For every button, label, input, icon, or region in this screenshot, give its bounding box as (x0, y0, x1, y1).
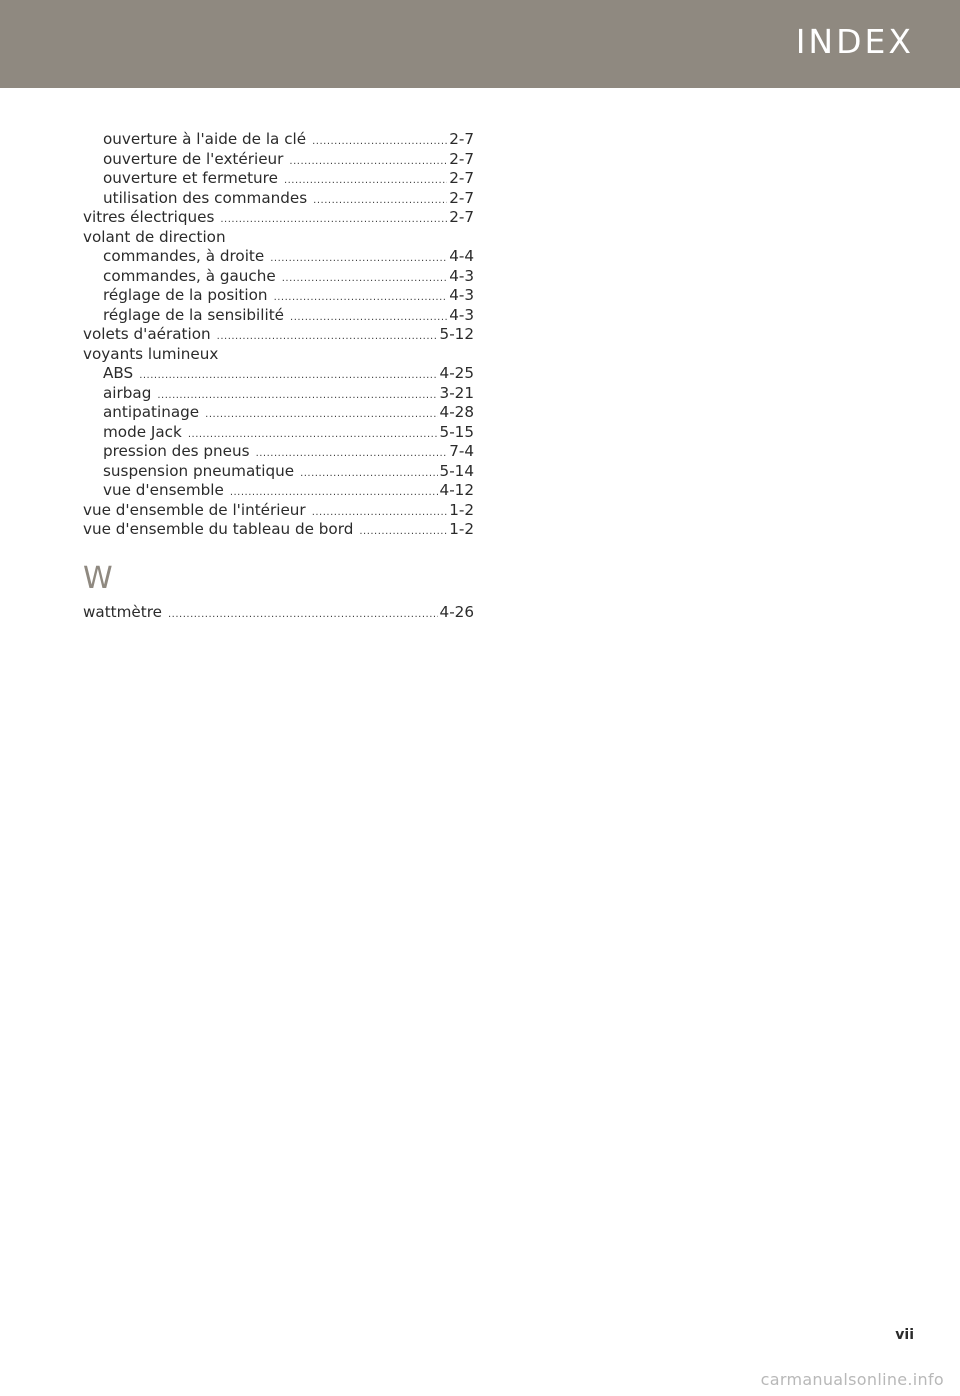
index-term: vue d'ensemble (103, 481, 224, 499)
index-page-ref: 1-2 (449, 500, 474, 519)
index-subentry (83, 364, 474, 384)
section-letter-w: W (83, 560, 113, 596)
index-subentry (83, 384, 474, 404)
index-subentry (83, 462, 474, 482)
index-term: ABS (103, 364, 134, 382)
index-page-ref: 5-14 (439, 461, 474, 480)
dot-leader (139, 366, 437, 386)
index-page-ref: 2-7 (449, 188, 474, 207)
index-subentry (83, 150, 474, 170)
index-page-ref: 4-26 (439, 602, 474, 621)
index-subentry (83, 481, 474, 501)
index-term: commandes, à droite (103, 247, 265, 265)
index-page-ref: 1-2 (449, 520, 474, 538)
index-subentry (83, 189, 474, 209)
index-term: mode Jack (103, 422, 182, 441)
index-page-ref: 5-15 (439, 422, 474, 441)
index-term: vue d'ensemble du tableau de bord (83, 520, 354, 538)
index-page-ref: 2-7 (449, 208, 474, 226)
index-column (83, 130, 474, 622)
index-page-ref: 4-12 (439, 481, 474, 499)
index-list-w (83, 603, 474, 623)
index-page-ref: 7-4 (449, 442, 474, 460)
dot-leader (205, 405, 437, 425)
index-term: voyants lumineux (83, 344, 219, 363)
index-subentry (83, 403, 474, 423)
dot-leader (359, 522, 447, 542)
index-term: commandes, à gauche (103, 266, 276, 285)
dot-leader (274, 288, 448, 308)
index-term: ouverture à l'aide de la clé (103, 130, 307, 148)
index-page-ref: 2-7 (449, 149, 474, 168)
index-subentry (83, 286, 474, 306)
index-subentry (83, 267, 474, 287)
dot-leader (289, 152, 447, 172)
index-subentry (83, 442, 474, 462)
index-term: wattmètre (83, 602, 162, 621)
index-entry (83, 208, 474, 228)
index-term: ouverture de l'extérieur (103, 149, 284, 168)
index-page-ref: 4-4 (449, 247, 474, 265)
dot-leader (220, 210, 447, 230)
index-entry (83, 345, 474, 365)
dot-leader (217, 327, 438, 347)
dot-leader (282, 269, 447, 289)
index-term: vue d'ensemble de l'intérieur (83, 500, 306, 519)
index-page-ref: 2-7 (449, 130, 474, 148)
index-list-v (83, 130, 474, 540)
index-page-ref: 2-7 (449, 169, 474, 187)
index-subentry (83, 130, 474, 150)
dot-leader (290, 308, 447, 328)
index-term: volant de direction (83, 227, 226, 246)
dot-leader (312, 132, 447, 152)
index-page-ref: 4-28 (439, 403, 474, 421)
index-term: vitres électriques (83, 208, 215, 226)
index-term: antipatinage (103, 403, 200, 421)
index-subentry (83, 306, 474, 326)
index-term: réglage de la position (103, 286, 268, 304)
index-entry (83, 603, 474, 623)
index-term: ouverture et fermeture (103, 169, 278, 187)
index-subentry (83, 247, 474, 267)
index-term: réglage de la sensibilité (103, 305, 285, 324)
index-page-ref: 3-21 (439, 383, 474, 402)
index-entry (83, 501, 474, 521)
index-page-ref: 4-3 (449, 266, 474, 285)
index-page-ref: 4-25 (439, 364, 474, 382)
index-term: suspension pneumatique (103, 461, 295, 480)
index-page-ref: 5-12 (439, 325, 474, 343)
watermark: carmanualsonline.info (760, 1370, 944, 1389)
index-entry (83, 325, 474, 345)
dot-leader (300, 464, 437, 484)
dot-leader (313, 191, 447, 211)
index-page-ref: 4-3 (449, 305, 474, 324)
index-term: airbag (103, 383, 152, 402)
page-number: vii (895, 1327, 914, 1343)
index-term: volets d'aération (83, 325, 211, 343)
index-term: utilisation des commandes (103, 188, 308, 207)
index-subentry (83, 169, 474, 189)
index-entry (83, 520, 474, 540)
index-term: pression des pneus (103, 442, 250, 460)
page-title: INDEX (795, 22, 914, 61)
index-page-ref: 4-3 (449, 286, 474, 304)
index-subentry (83, 423, 474, 443)
dot-leader (270, 249, 447, 269)
dot-leader (168, 605, 438, 625)
index-entry (83, 228, 474, 248)
